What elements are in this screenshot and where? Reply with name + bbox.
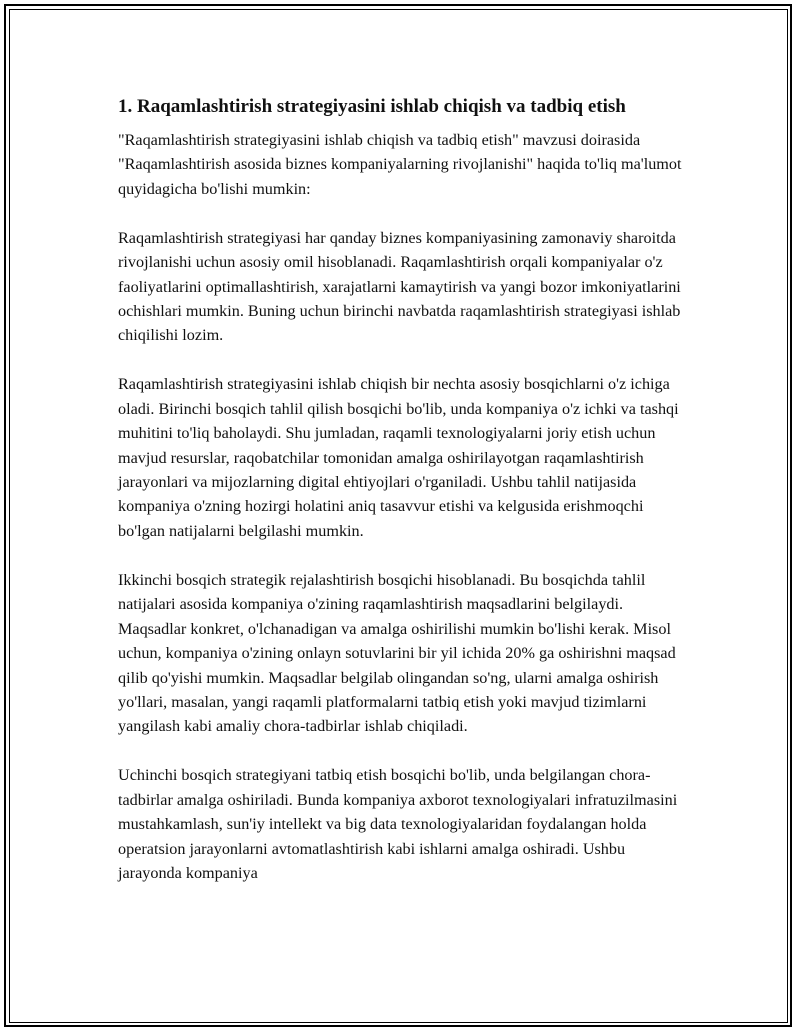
paragraph-third-stage: Uchinchi bosqich strategiyani tatbiq etish bosqichi bo'lib, unda belgilangan chora-tadbirlar amalga oshiriladi. Bunda kompaniya axborot texnologiyalari infratuzilmasini mustahkamlash, sun'iy intellekt va big data texnologiyalaridan foydalangan holda operatsion jarayonlarni avtomatlashtirish kabi ishlarni amalga oshiradi. Ushbu jarayonda kompaniya bbox=[118, 766, 678, 882]
paragraph-strategy-importance: Raqamlashtirish strategiyasi har qanday biznes kompaniyasining zamonaviy sharoitda rivojlanishi uchun asosiy omil hisoblanadi. Raqamlashtirish orqali kompaniyalar o'z faoliyatlarini optimallashtirish, xarajatlarni kamaytirish va yangi bozor imkoniyatlarini ochishlari mumkin. Buning uchun birinchi navbatda raqamlashtirish strategiyasi ishlab chiqilishi lozim. bbox=[118, 228, 681, 345]
section-heading: 1. Raqamlashtirish strategiyasini ishlab chiqish va tadbiq etish bbox=[118, 96, 626, 117]
paragraph-intro: "Raqamlashtirish strategiyasini ishlab chiqish va tadbiq etish" mavzusi doirasida "Raqamlashtirish asosida biznes kompaniyalarning rivojlanishi" haqida to'liq ma'lumot quyidagicha bo'lishi mumkin: bbox=[118, 131, 682, 198]
document-body bbox=[118, 95, 688, 910]
paragraph-first-stage: Raqamlashtirish strategiyasini ishlab chiqish bir nechta asosiy bosqichlarni o'z ichiga oladi. Birinchi bosqich tahlil qilish bosqichi bo'lib, unda kompaniya o'z ichki va tashqi muhitini to'liq baholaydi. Shu jumladan, raqamli texnologiyalarni joriy etish uchun mavjud resurslar, raqobatchilar tomonidan amalga oshirilayotgan raqamlashtirish jarayonlari va mijozlarning digital ehtiyojlari o'rganiladi. Ushbu tahlil natijasida kompaniya o'zning hozirgi holatini aniq tasavvur etishi va kelgusida erishmoqchi bo'lgan natijalarni belgilashi mumkin. bbox=[118, 375, 679, 540]
paragraph-second-stage: Ikkinchi bosqich strategik rejalashtirish bosqichi hisoblanadi. Bu bosqichda tahlil natijalari asosida kompaniya o'zining raqamlashtirish maqsadlarini belgilaydi. Maqsadlar konkret, o'lchanadigan va amalga oshirilishi mumkin bo'lishi kerak. Misol uchun, kompaniya o'zining onlayn sotuvlarini bir yil ichida 20% ga oshirishni maqsad qilib qo'yishi mumkin. Maqsadlar belgilab olingandan so'ng, ularni amalga oshirish yo'llari, masalan, yangi raqamli platformalarni tatbiq etish yoki mavjud tizimlarni yangilash kabi amaliy chora-tadbirlar ishlab chiqiladi. bbox=[118, 570, 676, 736]
